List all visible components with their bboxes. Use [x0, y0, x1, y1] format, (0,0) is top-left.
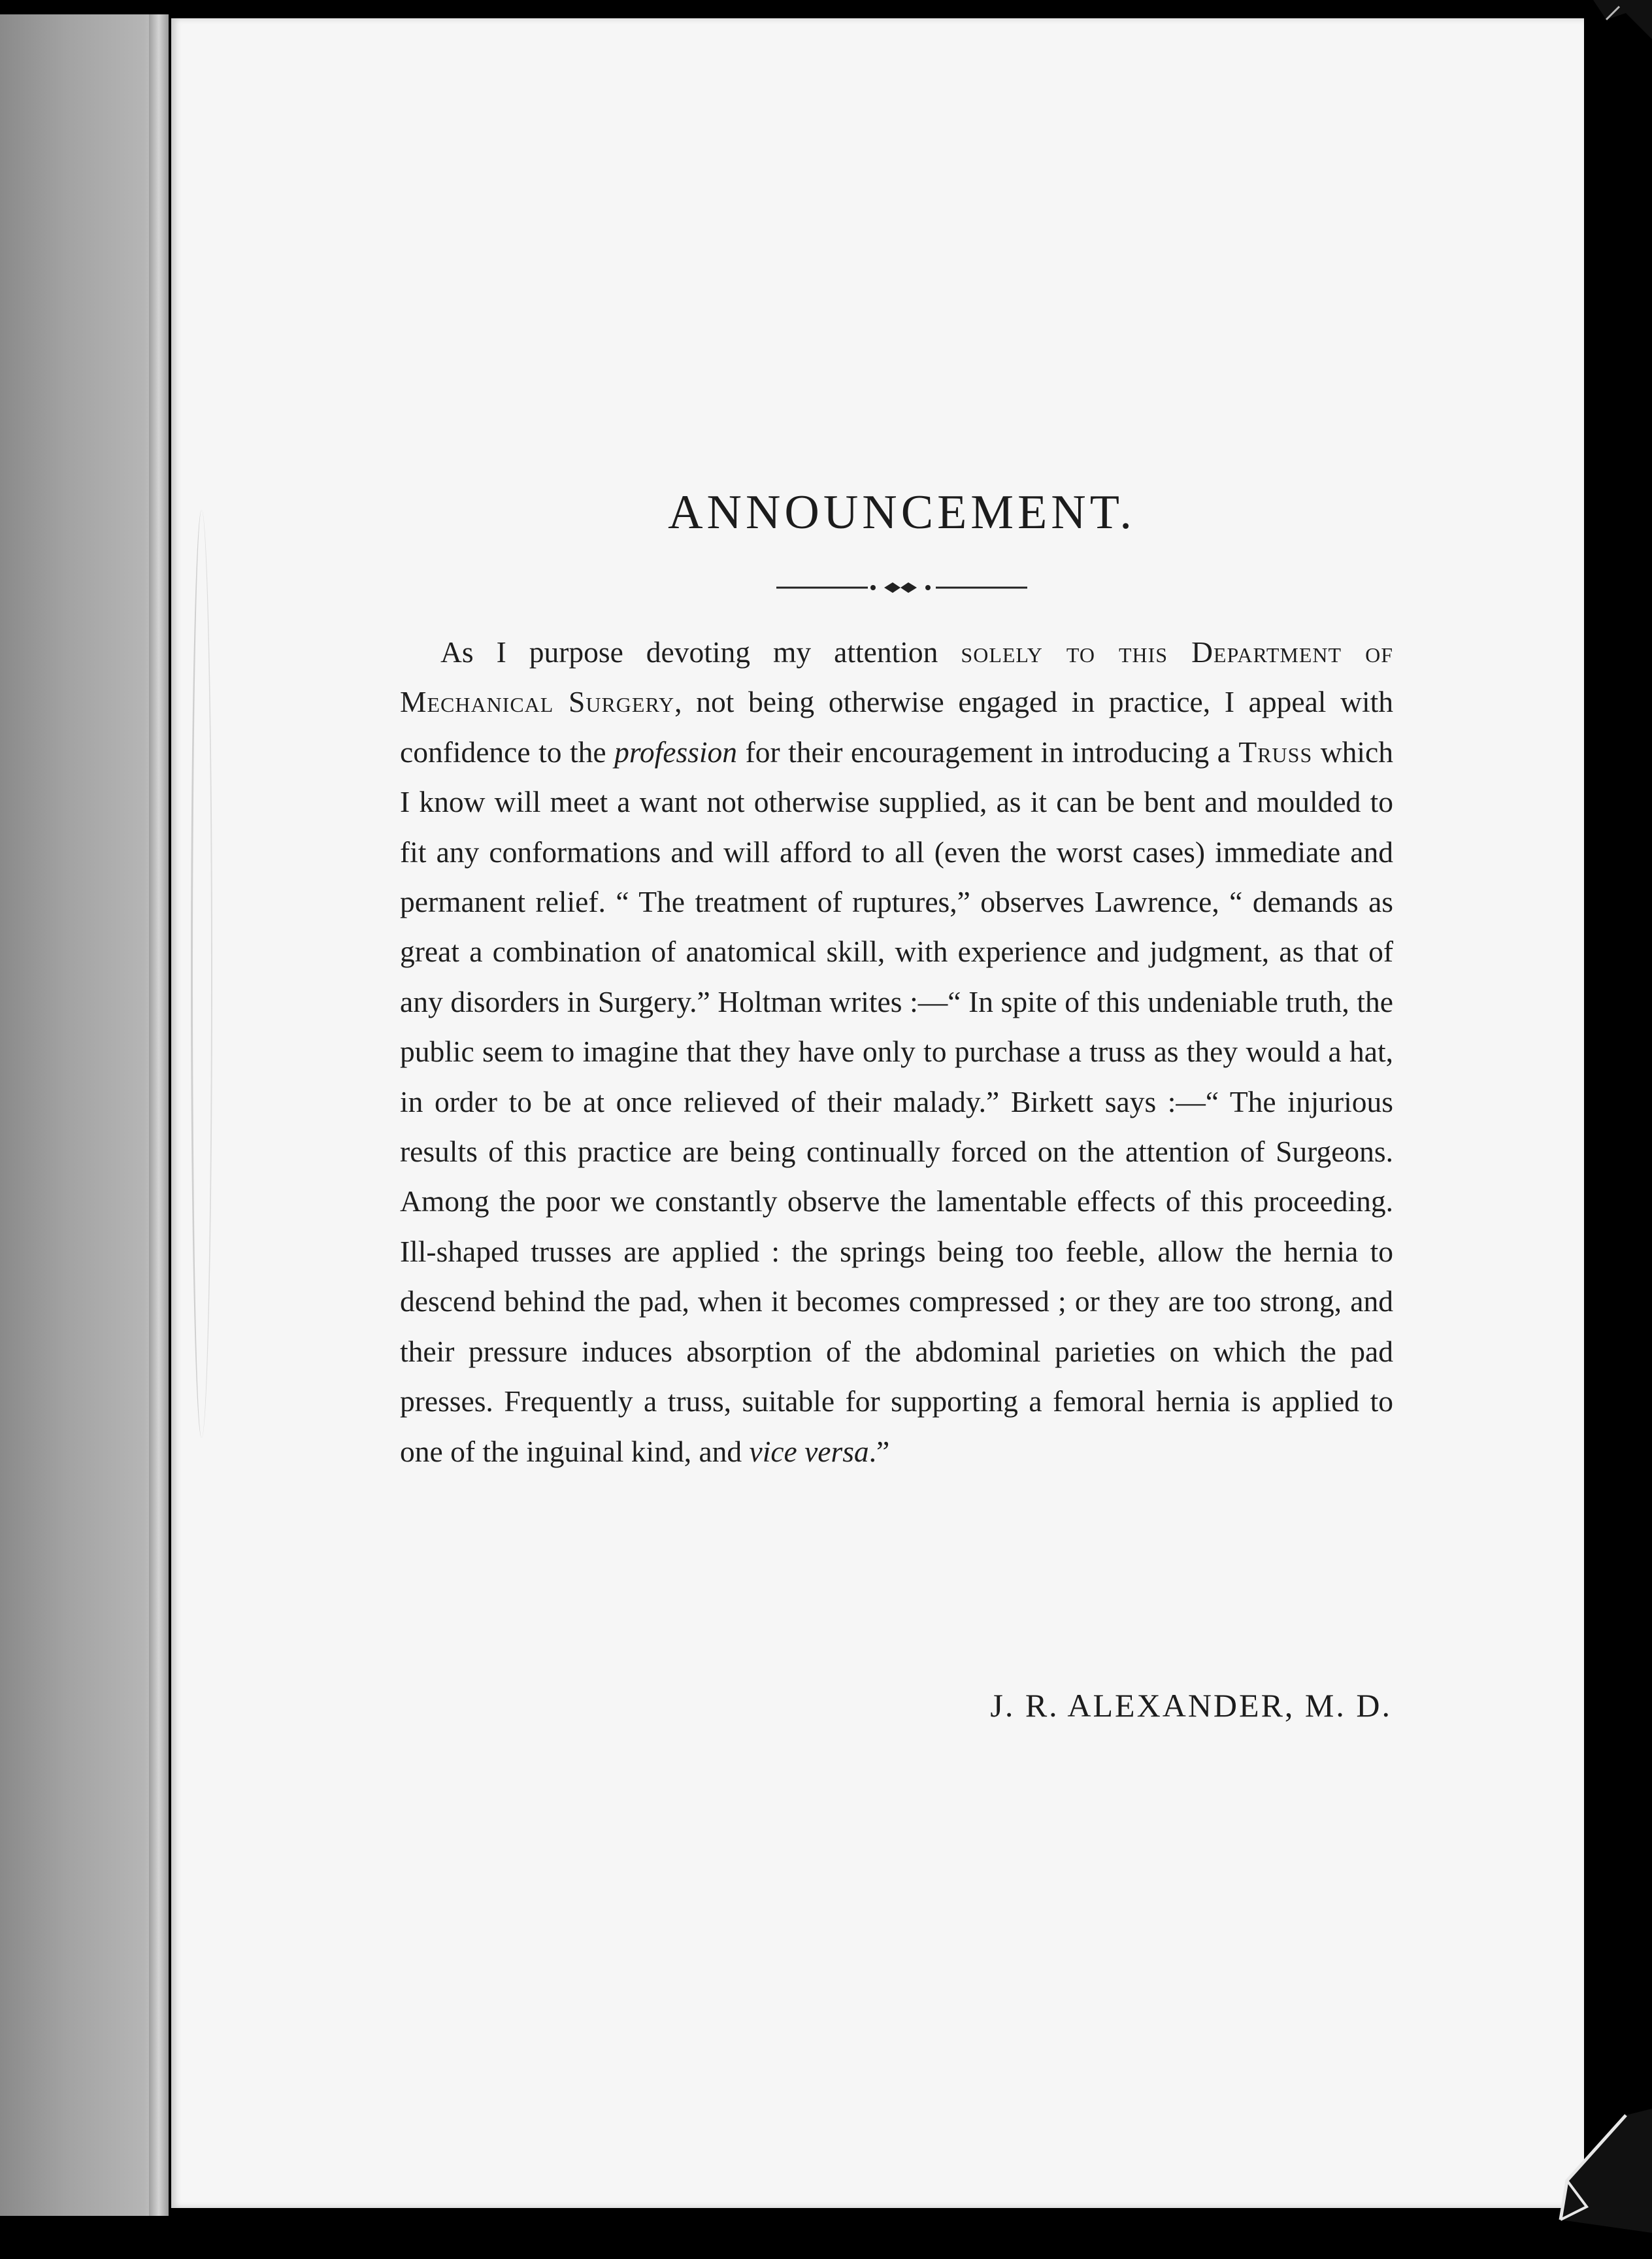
corner-tear	[1580, 0, 1652, 72]
body-emphasis-vice-versa: vice versa	[749, 1434, 869, 1468]
document-title: ANNOUNCEMENT.	[668, 486, 1136, 539]
body-emphasis-truss: Truss	[1238, 735, 1313, 769]
back-cover	[0, 14, 169, 2216]
body-text-2: , not being otherwise engaged in practice, I appeal with confidence to the	[400, 685, 1393, 769]
body-text-3: for their encouragement in introducing a	[737, 735, 1239, 769]
body-text-5: .”	[868, 1434, 890, 1468]
cover-crease	[149, 14, 169, 2216]
page-corner-curl	[1547, 2109, 1652, 2233]
body-emphasis-department: solely to this Department of Mechanical Surgery	[400, 635, 1393, 719]
body-text-4: which I know will meet a want not otherwise supplied, as it can be bent and moulded to fit any conformations and will afford to all (even the worst cases) immediate and permanent relief. “ The treatment of ruptures,” observes Lawrence, “ demands as great a combination of anatomical skill, with experience and judgment, as that of any disorders in Surgery.” Holtman writes :—“ In spite of this undeniable truth, the public seem to imagine that they have only to purchase a truss as they would a hat, in order to be at once relieved of their malady.” Birkett says :—“ The injurious results of this practice are being continually forced on the attention of Surgeons. Among the poor we constantly observe the lamentable effects of this proceeding. Ill-shaped trusses are applied : the springs being too feeble, allow the hernia to descend behind the pad, when it becomes compressed ; or they are too strong, and their pressure induces absorption of the abdominal parieties on which the pad presses. Frequently a truss, suitable for supporting a femoral hernia is applied to one of the inguinal kind, and	[400, 735, 1393, 1468]
page-fold-mark	[191, 510, 212, 1438]
announcement-body	[400, 628, 1393, 1477]
author-signature: J. R. ALEXANDER, M. D.	[990, 1687, 1392, 1724]
body-emphasis-profession: profession	[614, 735, 738, 769]
title-ornament	[776, 577, 1027, 599]
body-text-1: As I purpose devoting my attention	[440, 635, 961, 669]
